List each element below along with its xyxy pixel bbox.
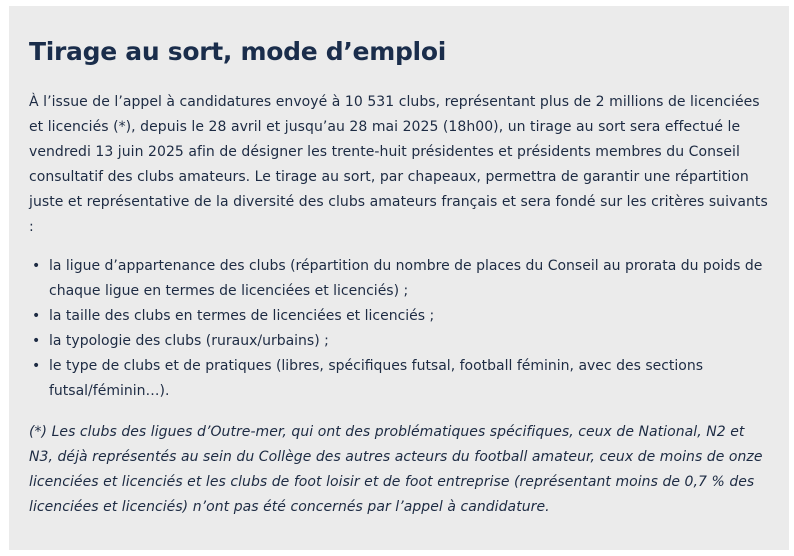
bullet-icon: • (32, 358, 41, 374)
list-item (29, 254, 769, 304)
intro-paragraph: À l’issue de l’appel à candidatures envoyé à 10 531 clubs, représentant plus de 2 millions de licenciées et licenciés (*), depuis le 28 avril et jusqu’au 28 mai 2025 (18h00), un tirage au sort sera effectué le vendredi 13 juin 2025 afin de désigner les trente-huit présidentes et présidents membres du Conseil consultatif des clubs amateurs. Le tirage au sort, par chapeaux, permettra de garantir une répartition juste et représentative de la diversité des clubs amateurs français et sera fondé sur les critères suivants : (29, 94, 768, 235)
list-item (29, 354, 769, 404)
footnote: (*) Les clubs des ligues d’Outre-mer, qui ont des problématiques spécifiques, ceux de National, N2 et N3, déjà représentés au sein du Collège des autres acteurs du football amateur, ceux de moins de onze licenciées et licenciés et les clubs de foot loisir et de foot entreprise (représentant moins de 0,7 % des licenciées et licenciés) n’ont pas été concernés par l’appel à candidature. (29, 424, 763, 515)
list-item-text: la ligue d’appartenance des clubs (répartition du nombre de places du Conseil au prorata du poids de chaque ligue en termes de licenciées et licenciés) ; (49, 258, 763, 299)
list-item (29, 329, 769, 354)
list-item-text: la taille des clubs en termes de licenciées et licenciés ; (49, 308, 435, 324)
criteria-list (29, 254, 769, 404)
list-item (29, 304, 769, 329)
list-item-text: le type de clubs et de pratiques (libres, spécifiques futsal, football féminin, avec des sections futsal/féminin…). (49, 358, 704, 399)
bullet-icon: • (32, 258, 41, 274)
bullet-icon: • (32, 308, 41, 324)
box-title: Tirage au sort, mode d’emploi (29, 37, 446, 66)
bullet-icon: • (32, 333, 41, 349)
info-box (9, 6, 789, 550)
list-item-text: la typologie des clubs (ruraux/urbains) ; (49, 333, 329, 349)
